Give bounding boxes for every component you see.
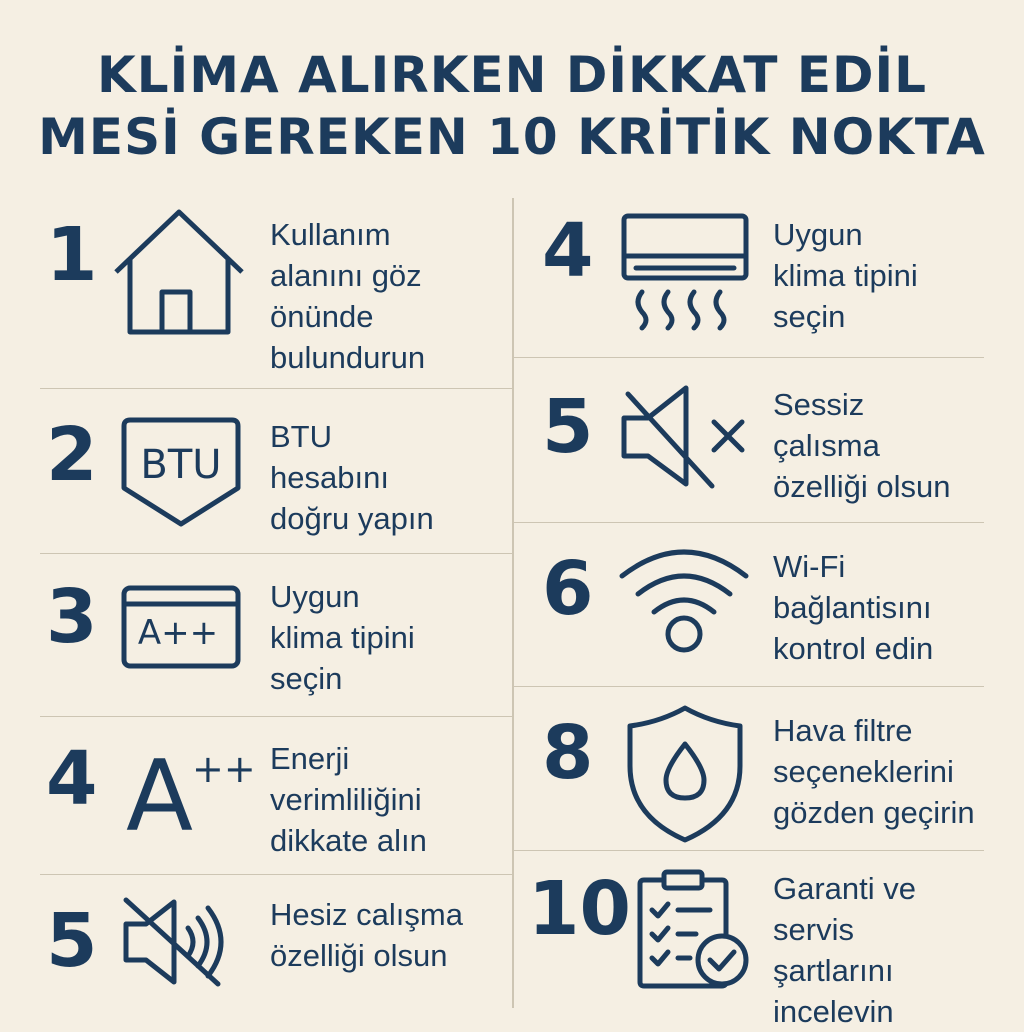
item-description: [270, 894, 463, 976]
svg-text:A: A: [126, 740, 194, 854]
sound-muted-icon: [120, 894, 236, 990]
item-number: 4: [46, 736, 98, 822]
speaker-mute-icon: [620, 382, 748, 492]
item-text-line: şartlarını: [773, 953, 894, 988]
row-divider: [40, 874, 512, 875]
item-text-line: Kullanım: [270, 217, 391, 252]
item-text-line: önünde: [270, 299, 374, 334]
item-text-line: seçeneklerini: [773, 754, 954, 789]
item-number: 8: [542, 710, 594, 796]
svg-text:BTU: BTU: [140, 442, 222, 488]
row-divider: [514, 850, 984, 851]
item-description: [270, 214, 425, 378]
title-line-2: MESİ GEREKEN 10 KRİTİK NOKTA: [38, 108, 986, 166]
item-text-line: çalısma: [773, 428, 880, 463]
item-text-line: Wi-Fi: [773, 549, 846, 584]
item-description: [773, 710, 975, 833]
item-text-line: Sessiz: [773, 387, 865, 422]
item-description: [773, 384, 951, 507]
house-icon: [112, 208, 246, 336]
item-number: 6: [542, 546, 594, 632]
item-description: [773, 868, 916, 1032]
item-description: [773, 214, 918, 337]
item-text-line: bulundurun: [270, 340, 426, 375]
svg-text:A++: A++: [137, 613, 219, 653]
item-text-line: alanını göz: [270, 258, 422, 293]
item-text-line: klima tipini: [270, 620, 415, 655]
shield-drop-icon: [626, 704, 744, 844]
item-text-line: Hesiz calışma: [270, 897, 463, 932]
item-text-line: gözden geçirin: [773, 795, 975, 830]
item-text-line: incelevin: [773, 994, 894, 1029]
column-divider: [512, 198, 514, 1008]
item-number: 1: [46, 212, 98, 298]
item-text-line: özelliği olsun: [773, 469, 951, 504]
item-text-line: hesabını: [270, 460, 389, 495]
item-text-line: bağlantisını: [773, 590, 932, 625]
item-text-line: Garanti ve: [773, 871, 917, 906]
item-text-line: BTU: [270, 419, 332, 454]
item-description: [270, 738, 427, 861]
item-number: 5: [46, 898, 98, 984]
row-divider: [40, 553, 512, 554]
item-text-line: dikkate alın: [270, 823, 427, 858]
energy-label-icon: [120, 584, 242, 670]
item-number: 3: [46, 574, 98, 660]
item-number: 10: [528, 866, 631, 952]
item-text-line: seçin: [773, 299, 846, 334]
item-text-line: Uygun: [773, 217, 863, 252]
item-number: 5: [542, 384, 594, 470]
energy-class-icon: [124, 736, 256, 854]
btu-badge-icon: [120, 416, 242, 528]
wifi-icon: [618, 544, 750, 656]
svg-text:++: ++: [192, 747, 256, 791]
item-description: [270, 576, 415, 699]
item-text-line: Uygun: [270, 579, 360, 614]
page-title: [0, 44, 1024, 168]
item-description: [773, 546, 933, 669]
air-conditioner-icon: [620, 212, 750, 334]
item-text-line: verimliliğini: [270, 782, 422, 817]
item-number: 2: [46, 412, 98, 498]
row-divider: [514, 686, 984, 687]
title-line-1: KLİMA ALIRKEN DİKKAT EDİL: [97, 46, 927, 104]
item-text-line: Enerji: [270, 741, 350, 776]
item-text-line: servis: [773, 912, 854, 947]
item-description: [270, 416, 434, 539]
row-divider: [514, 357, 984, 358]
item-text-line: klima tipini: [773, 258, 918, 293]
row-divider: [40, 716, 512, 717]
item-text-line: özelliği olsun: [270, 938, 448, 973]
item-text-line: kontrol edin: [773, 631, 934, 666]
clipboard-checklist-icon: [636, 868, 750, 990]
item-text-line: doğru yapın: [270, 501, 434, 536]
row-divider: [514, 522, 984, 523]
row-divider: [40, 388, 512, 389]
item-text-line: Hava filtre: [773, 713, 913, 748]
item-text-line: seçin: [270, 661, 343, 696]
item-number: 4: [542, 208, 594, 294]
